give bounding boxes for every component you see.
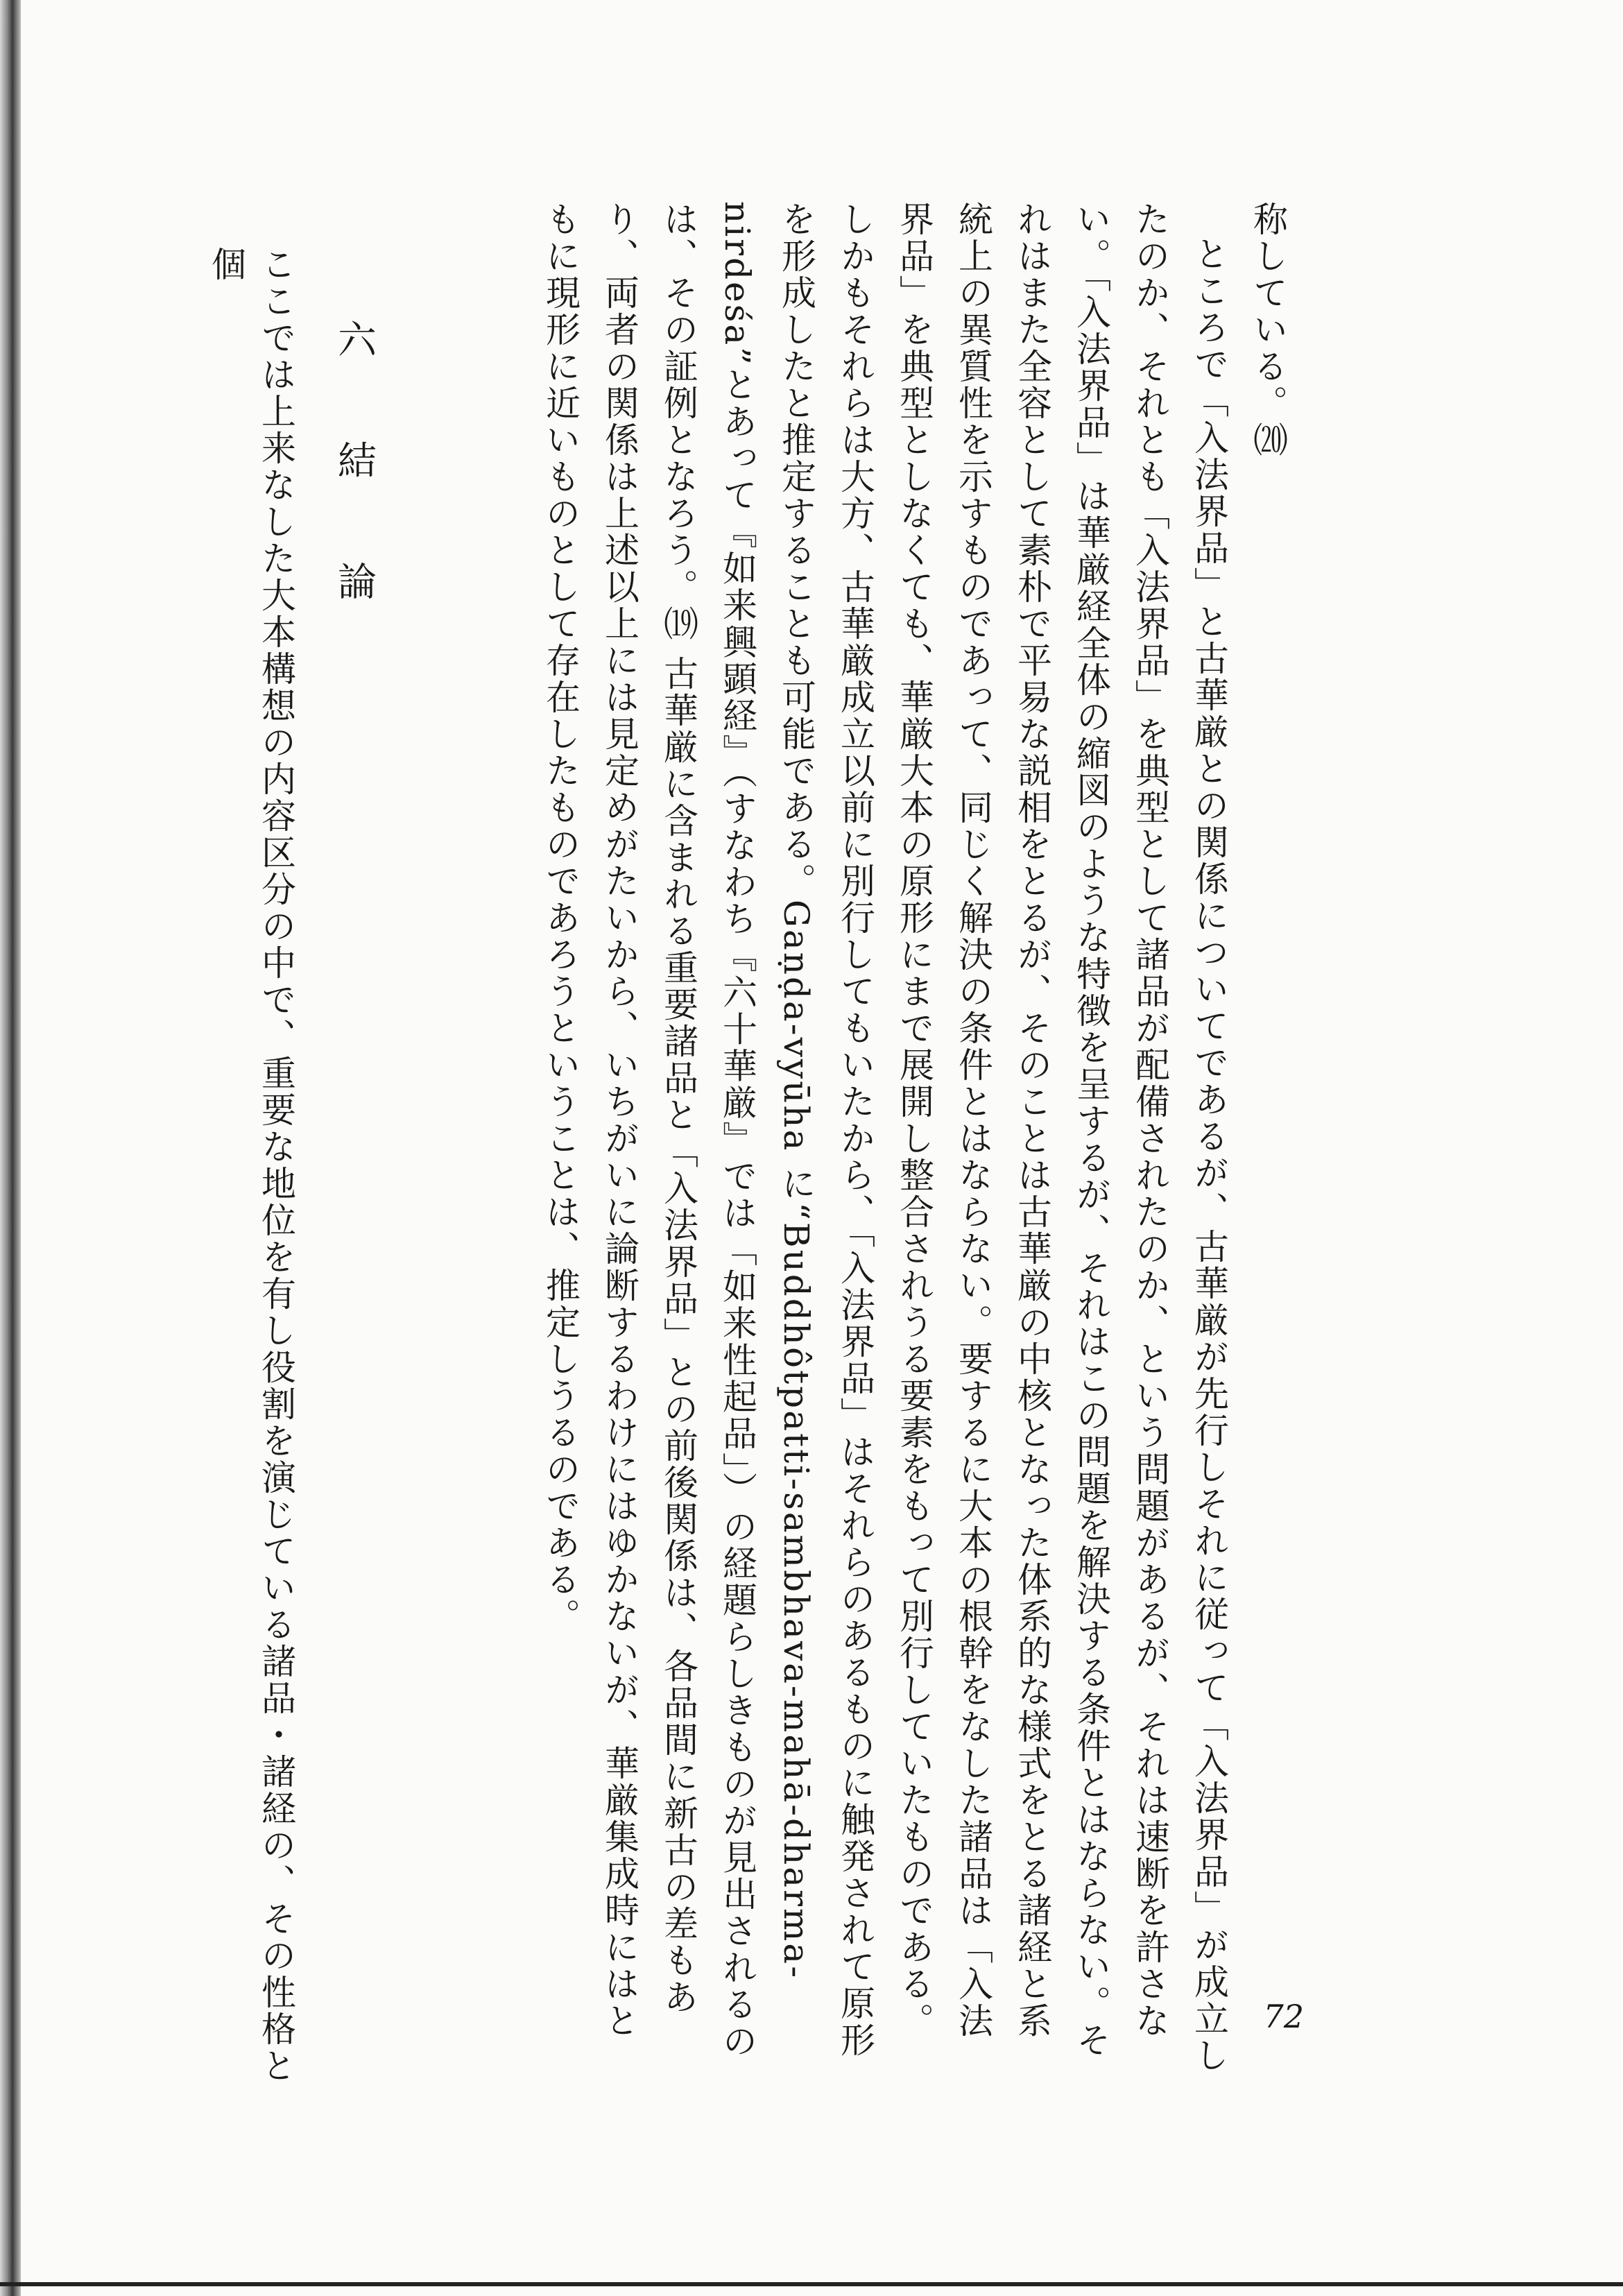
section-first-line: ここでは上来なした大本構想の内容区分の中で、重要な地位を有し役割を演じている諸品・諸経の、その性格と個 [206, 246, 296, 2084]
line-continuation: 称している。⒇ [1248, 201, 1288, 459]
paragraph: ところで「入法界品」と古華厳との関係についてであるが、古華厳が先行しそれに従って「入法界品」が成立したのか、それとも「入法界品」を典型として諸品が配備されたのか、という問題があるが、それは速断を許さない。「入法界品」は華厳経全体の縮図のような特徴を呈するが、それはこの問題を解決する条件とはならない。それはまた全容として素朴で平易な説相をとるが、そのことは古華厳の中核となった体系的な様式をとる諸経と系統上の異質性を示すものであって、同じく解決の条件とはならない。要するに大本の根幹をなした諸品は「入法界品」を典型としなくても、華厳大本の原形にまで展開し整合されうる要素をもって別行していたものである。しかもそれらは大方、古華厳成立以前に別行してもいたから、「入法界品」はそれらのあるものに触発されて原形を形成したと推定することも可能である。Gaṇḍa-vyūha に“Buddhôtpatti-sambhava-mahā-dharma-nirdeśa”とあって『如来興顕経』（すなわち『六十華厳』では「如来性起品」）の経題らしきものが見出されるのは、その証例となろう。⒆ 古華厳に含まれる重要諸品と「入法界品」との前後関係は、各品間に新古の差もあり、両者の関係は上述以上には見定めがたいから、いちがいに論断するわけにはゆかないが、華厳集成時にはともに現形に近いものとして存在したものであろうということは、推定しうるのである。 [540, 201, 1229, 2074]
bottom-edge-rule [0, 2282, 1623, 2286]
section-heading: 六 結 論 [332, 319, 377, 635]
body-text [531, 201, 1297, 2074]
page-number: 72 [1263, 1998, 1304, 2035]
scan-binding-edge [0, 0, 21, 2296]
